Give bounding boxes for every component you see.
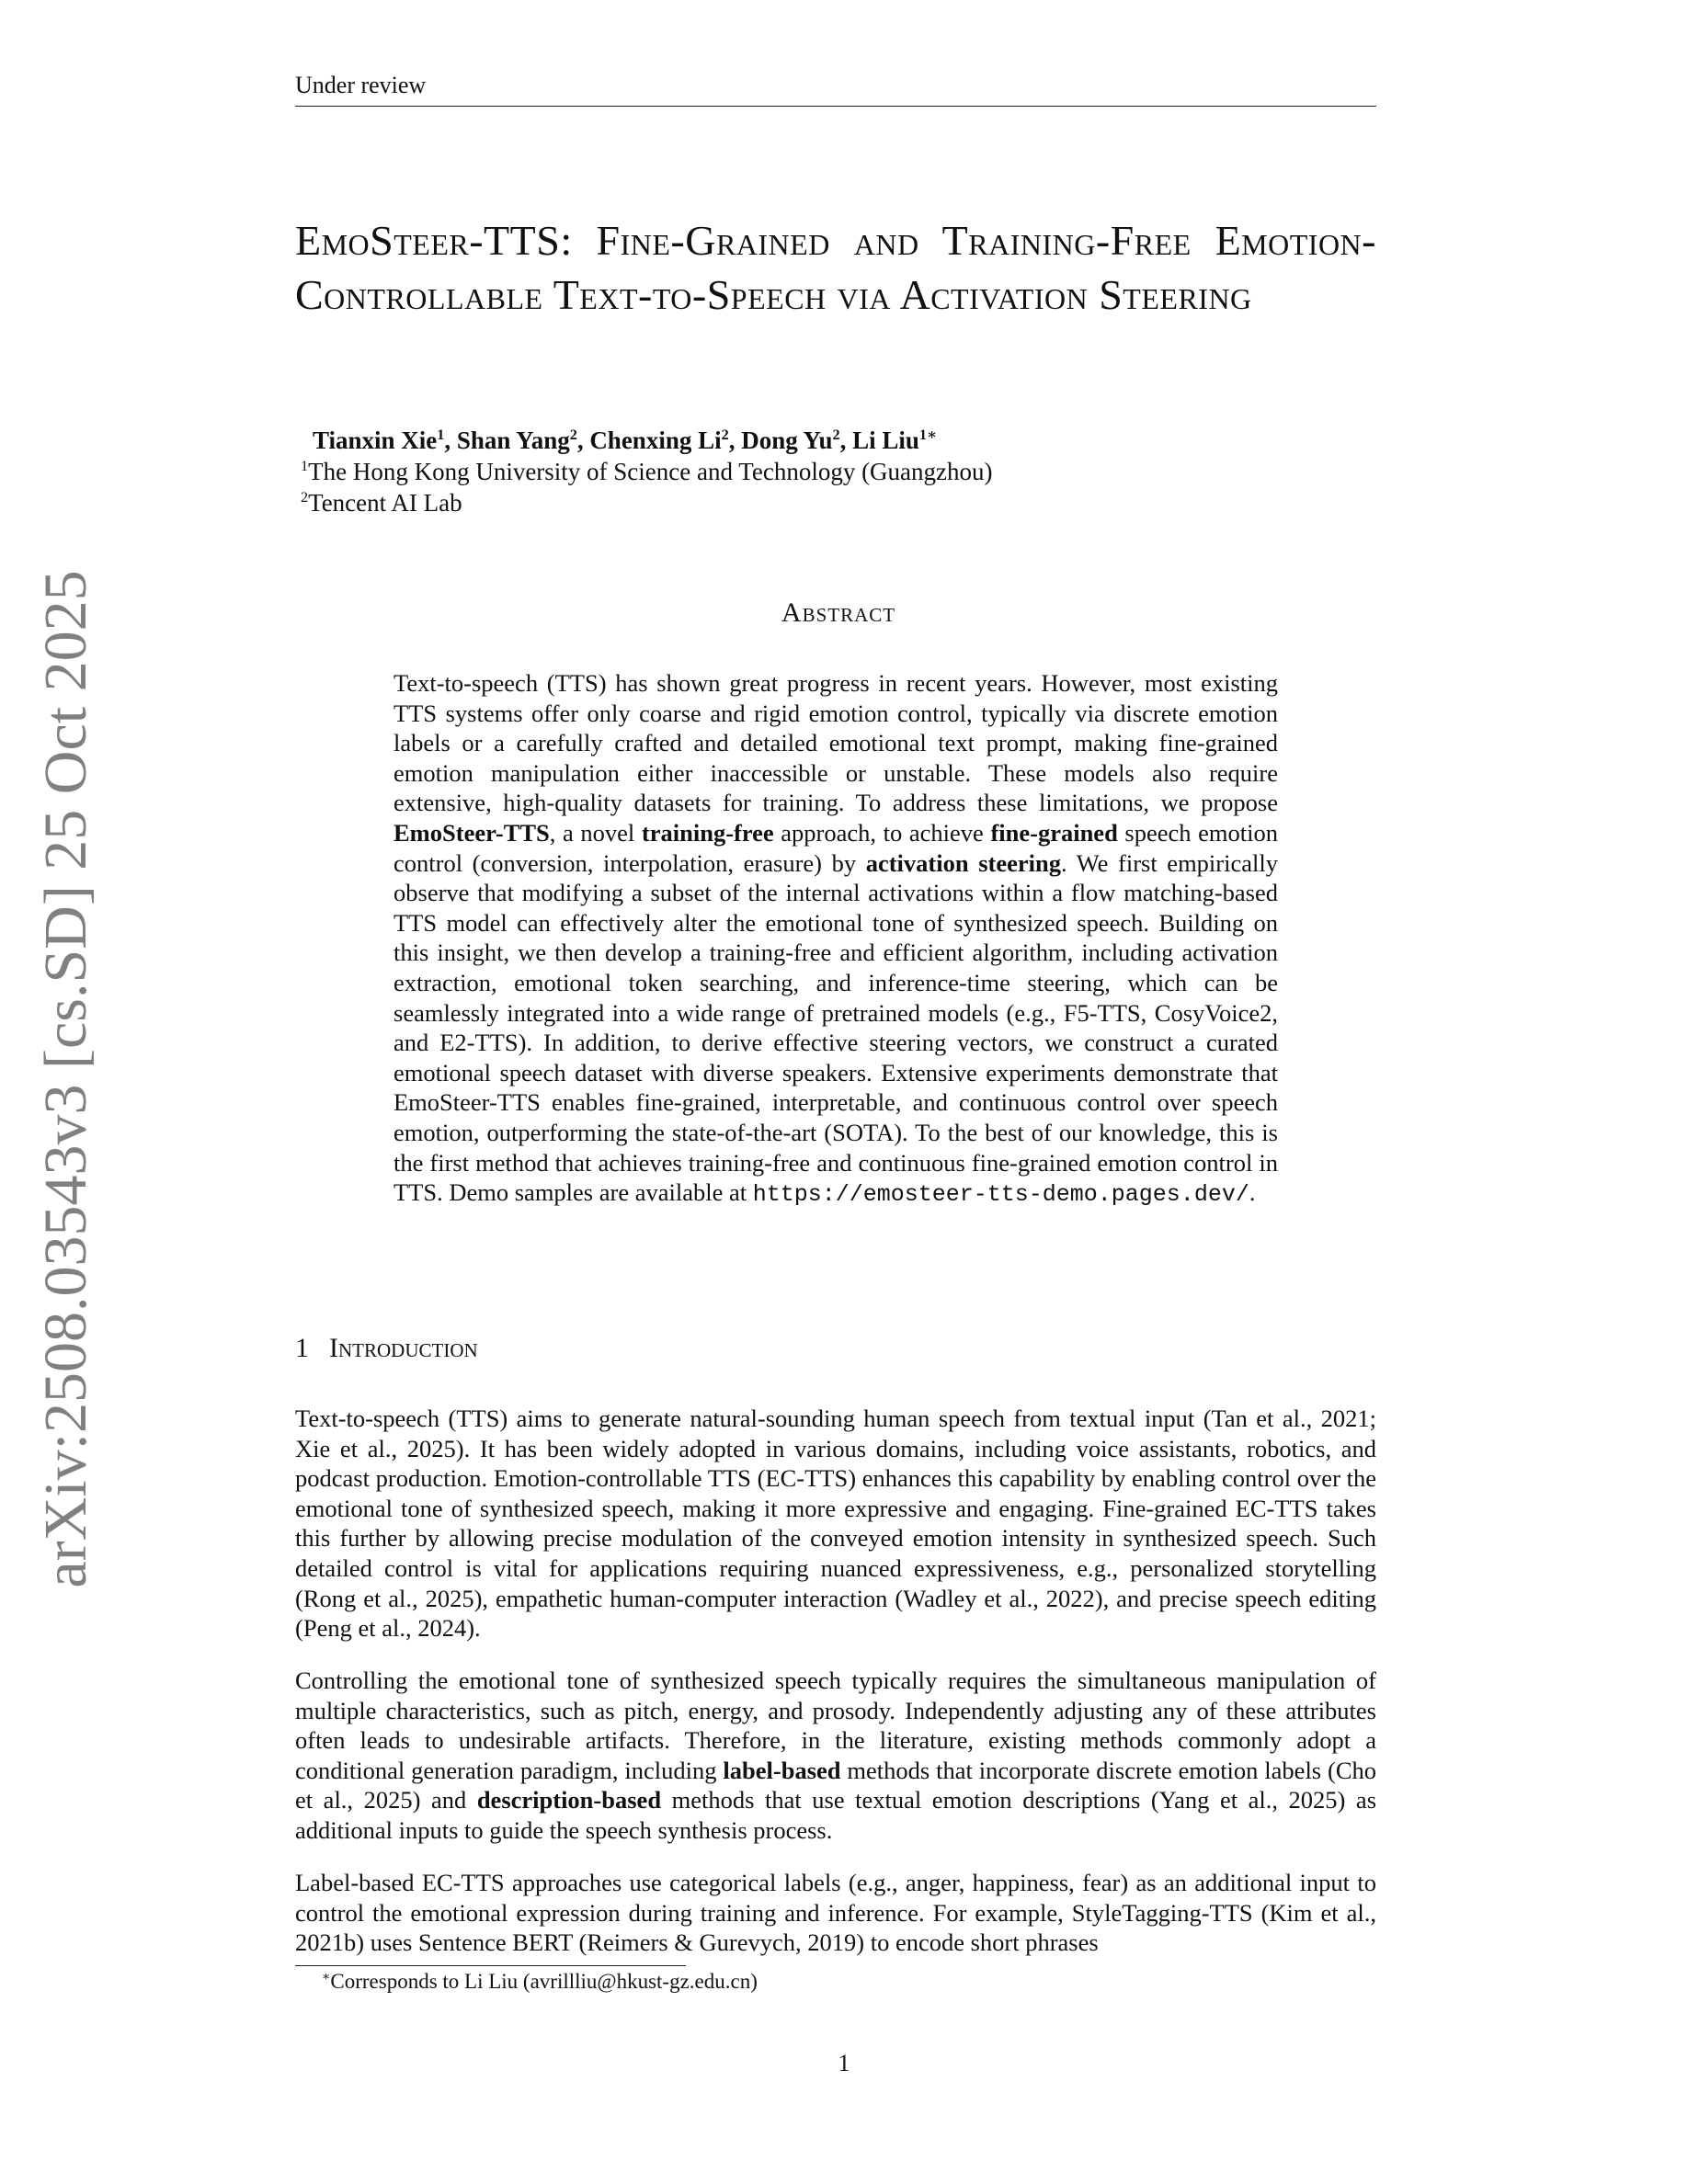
text-segment: methods that use textual emotion descriptions (Yang et al., 2025) as additional inputs to guide the speech synthesis process.: [295, 1786, 1377, 1844]
affiliation-name: Tencent AI Lab: [308, 489, 462, 517]
author: Li Liu: [852, 427, 919, 454]
author: Dong Yu: [741, 427, 833, 454]
text-segment: speech emotion control (conversion, interpolation, erasure) by: [393, 818, 1279, 877]
abstract-heading: Abstract: [781, 597, 896, 628]
footnote-text: Corresponds to Li Liu (avrillliu@hkust-gz.edu.cn): [330, 1970, 758, 1993]
footnote: [322, 1970, 758, 1994]
text-segment: . We first empirically observe that modifying a subset of the internal activations within a flow matching-based TTS model can effectively alter the emotional tone of synthesized speech. Building on this insight, we then develop a training-free and efficient algorithm, including activation extraction, emotional token searching, and inference-time steering, which can be seamlessly integrated into a wide range of pretrained models (e.g., F5-TTS, CosyVoice2, and E2-TTS). In addition, to derive effective steering vectors, we construct a curated emotional speech dataset with diverse speakers. Extensive experiments demonstrate that EmoSteer-TTS enables fine-grained, interpretable, and continuous control over speech emotion, outperforming the state-of-the-art (SOTA). To the best of our knowledge, this is the first method that achieves training-free and continuous fine-grained emotion control in TTS. Demo samples are available at: [393, 848, 1278, 1207]
text-segment: , a novel: [549, 818, 642, 847]
text-segment: approach, to achieve: [773, 818, 991, 847]
intro-paragraph: [295, 1404, 1376, 1644]
affiliation: [301, 456, 993, 487]
page-number: 1: [838, 2050, 850, 2076]
affiliation-number: 1: [301, 458, 309, 474]
text-segment: Text-to-speech (TTS) aims to generate natural-sounding human speech from textual input (Tan et al., 2021; Xie et al., 2025). It has been widely adopted in various domains, including voice assistants, robotics, and podcast production. Emotion-controllable TTS (EC-TTS) enhances this capability by enabling control over the emotional tone of synthesized speech, making it more expressive and engaging. Fine-grained EC-TTS takes this further by allowing precise modulation of the conveyed emotion intensity in synthesized speech. Such detailed control is vital for applications requiring nuanced expressiveness, e.g., personalized storytelling (Rong et al., 2025), empathetic human-computer interaction (Wadley et al., 2022), and precise speech editing (Peng et al., 2024).: [295, 1405, 1376, 1643]
author-block: [301, 425, 993, 518]
section-heading-introduction: [295, 1333, 478, 1364]
author-affiliation-mark: 1∗: [918, 427, 938, 443]
arxiv-stamp: arXiv:2508.03543v3 [cs.SD] 25 Oct 2025: [32, 570, 99, 1588]
affiliation: [301, 487, 993, 518]
affiliation-name: The Hong Kong University of Science and Technology (Guangzhou): [308, 458, 993, 485]
affiliation-number: 2: [301, 489, 309, 506]
bold-text: label-based: [723, 1756, 841, 1784]
author-affiliation-mark: 2: [832, 427, 840, 443]
intro-paragraph: [295, 1868, 1376, 1958]
paper-title: EmoSteer-TTS: Fine-Grained and Training-Free Emotion-Controllable Text-to-Speech via Activation Steering: [295, 217, 1376, 318]
text-segment: Controlling the emotional tone of synthesized speech typically requires the simultaneous manipulation of multiple characteristics, such as pitch, energy, and prosody. Independently adjusting any of these attributes often leads to undesirable artifacts. Therefore, in the literature, existing methods commonly adopt a conditional generation paradigm, including: [295, 1666, 1376, 1784]
bold-text: EmoSteer-TTS: [393, 818, 550, 847]
bold-text: activation steering: [865, 848, 1061, 877]
author-list: Tianxin Xie$^1$, Shan Yang$^2$, Chenxing Li$^2$, Dong Yu$^2$, Li Liu$^{1∗}$: [313, 427, 938, 454]
section-number: 1: [295, 1333, 309, 1363]
text-segment: Text-to-speech (TTS) has shown great progress in recent years. However, most existing TTS systems offer only coarse and rigid emotion control, typically via discrete emotion labels or a carefully crafted and detailed emotional text prompt, making fine-grained emotion manipulation either inaccessible or unstable. These models also require extensive, high-quality datasets for training. To address these limitations, we propose: [393, 669, 1278, 817]
author: Shan Yang: [456, 427, 570, 454]
bold-text: description-based: [476, 1786, 662, 1814]
author-affiliation-mark: 2: [721, 427, 729, 443]
author: Chenxing Li: [589, 427, 722, 454]
footnote-mark: ∗: [322, 1969, 331, 1984]
intro-paragraph: [295, 1666, 1376, 1846]
text-segment: Label-based EC-TTS approaches use categorical labels (e.g., anger, happiness, fear) as an additional input to control the emotional expression during training and inference. For example, StyleTagging-TTS (Kim et al., 2021b) uses Sentence BERT (Reimers & Gurevych, 2019) to encode short phrases: [295, 1869, 1376, 1957]
section-title: Introduction: [329, 1333, 478, 1363]
text-segment: .: [1249, 1178, 1256, 1207]
text-segment: methods that incorporate discrete emotion labels (Cho et al., 2025) and: [295, 1756, 1377, 1814]
bold-text: fine-grained: [990, 818, 1118, 847]
running-header: Under review: [295, 72, 427, 98]
demo-link[interactable]: https://emosteer-tts-demo.pages.dev/: [752, 1181, 1249, 1209]
author-affiliation-mark: 1: [437, 427, 445, 443]
footnote-rule: [295, 1965, 686, 1966]
author: Tianxin Xie: [313, 427, 438, 454]
abstract-body: [393, 668, 1278, 1211]
header-rule: [295, 106, 1376, 107]
author-affiliation-mark: 2: [569, 427, 577, 443]
bold-text: training-free: [641, 818, 774, 847]
